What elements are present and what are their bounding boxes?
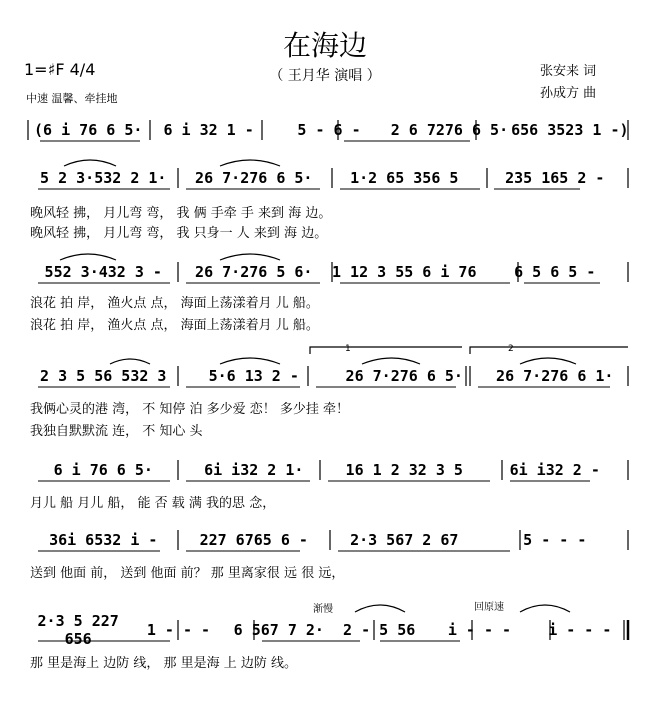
measure: 6 i 32 1 - xyxy=(163,121,254,139)
measure: 16 1 2 32 3 5 xyxy=(345,461,463,479)
key-signature: 1=♯F 4/4 xyxy=(24,60,96,79)
volta-1-label: 1 xyxy=(345,344,351,354)
lyric-line: 晚风轻 拂， 月儿弯 弯， 我 俩 手牵 手 来到 海 边。 xyxy=(30,206,332,221)
lyric-line: 我独自默默流 连， 不 知心 头 xyxy=(30,424,203,439)
measure: 6i i32 2 - xyxy=(509,461,600,479)
measure: (6 i 76 6 5· xyxy=(34,121,143,139)
lyric-line: 月儿 船 月儿 船， 能 否 载 满 我的思 念， xyxy=(30,496,276,511)
measure: 1 12 3 55 6 i 76 xyxy=(332,263,477,281)
measure: 5·6 13 2 - xyxy=(208,367,299,385)
measure: 2 3 5 56 532 3 xyxy=(40,367,167,385)
measure: 2 6 7276 6 5· xyxy=(390,121,509,139)
measure: 1·2 65 356 5 xyxy=(350,169,459,187)
measure: 26 7·276 6 5· xyxy=(345,367,463,385)
lyricist-credit: 张安来 词 xyxy=(540,64,597,79)
measure: 6 567 7 2· xyxy=(233,621,324,639)
measure: 5 - 6 - xyxy=(297,121,361,139)
measure: 2·3 5 227 656 xyxy=(37,612,119,648)
measure: 2·3 567 2 67 xyxy=(350,531,459,549)
measure: 26 7·276 5 6· xyxy=(195,263,313,281)
measure: 552 3·432 3 - xyxy=(44,263,162,281)
measure: 5 - - - xyxy=(523,531,587,549)
lyric-line: 晚风轻 拂， 月儿弯 弯， 我 只身一 人 来到 海 边。 xyxy=(30,226,328,241)
lyric-line: 浪花 拍 岸， 渔火点 点， 海面上荡漾着月 儿 船。 xyxy=(30,296,319,311)
score-line-3 xyxy=(28,262,630,282)
lyric-line: 浪花 拍 岸， 渔火点 点， 海面上荡漾着月 儿 船。 xyxy=(30,318,319,333)
lyric-line: 我俩心灵的港 湾， 不 知停 泊 多少爱 恋！ 多少挂 牵！ xyxy=(30,402,350,417)
song-title: 在海边 xyxy=(282,29,367,62)
lyric-line: 送到 他面 前， 送到 他面 前？ 那 里离家很 远 很 远， xyxy=(30,566,345,581)
score-line-5 xyxy=(28,460,630,480)
measure: 1 - - - xyxy=(146,621,211,639)
score-line-1 xyxy=(28,120,630,140)
measure: 227 6765 6 - xyxy=(199,531,308,549)
measure: 235 165 2 - xyxy=(505,169,605,187)
score-line-6 xyxy=(28,530,630,550)
measure: 6 5 6 5 - xyxy=(514,263,596,281)
score-line-2 xyxy=(28,168,630,188)
measure: 656 3523 1 -) xyxy=(511,121,629,139)
measure: 26 7·276 6 5· xyxy=(195,169,313,187)
measure: 5 2 3·532 2 1· xyxy=(40,169,167,187)
a-tempo-mark: 回原速 xyxy=(474,602,504,613)
score-line-4 xyxy=(28,366,630,386)
measure: 36i 6532 i - xyxy=(49,531,158,549)
score-line-7 xyxy=(28,612,630,648)
measure: 6 i 76 6 5· xyxy=(53,461,153,479)
lyric-line: 那 里是海上 边防 线， 那 里是海 上 边防 线。 xyxy=(30,656,298,671)
measure: 6i i32 2 1· xyxy=(204,461,304,479)
volta-2-label: 2 xyxy=(508,344,514,354)
measure: i - - - xyxy=(447,621,512,639)
measure: 26 7·276 6 1· xyxy=(496,367,614,385)
ritardando-mark: 渐慢 xyxy=(313,604,333,615)
measure: i - - - xyxy=(548,621,612,639)
performer-credit: （ 王月华 演唱 ） xyxy=(269,68,381,84)
tempo-marking: 中速 温馨、牵挂地 xyxy=(26,92,118,105)
measure: 2 - 5 56 xyxy=(343,621,416,639)
composer-credit: 孙成方 曲 xyxy=(540,86,597,101)
